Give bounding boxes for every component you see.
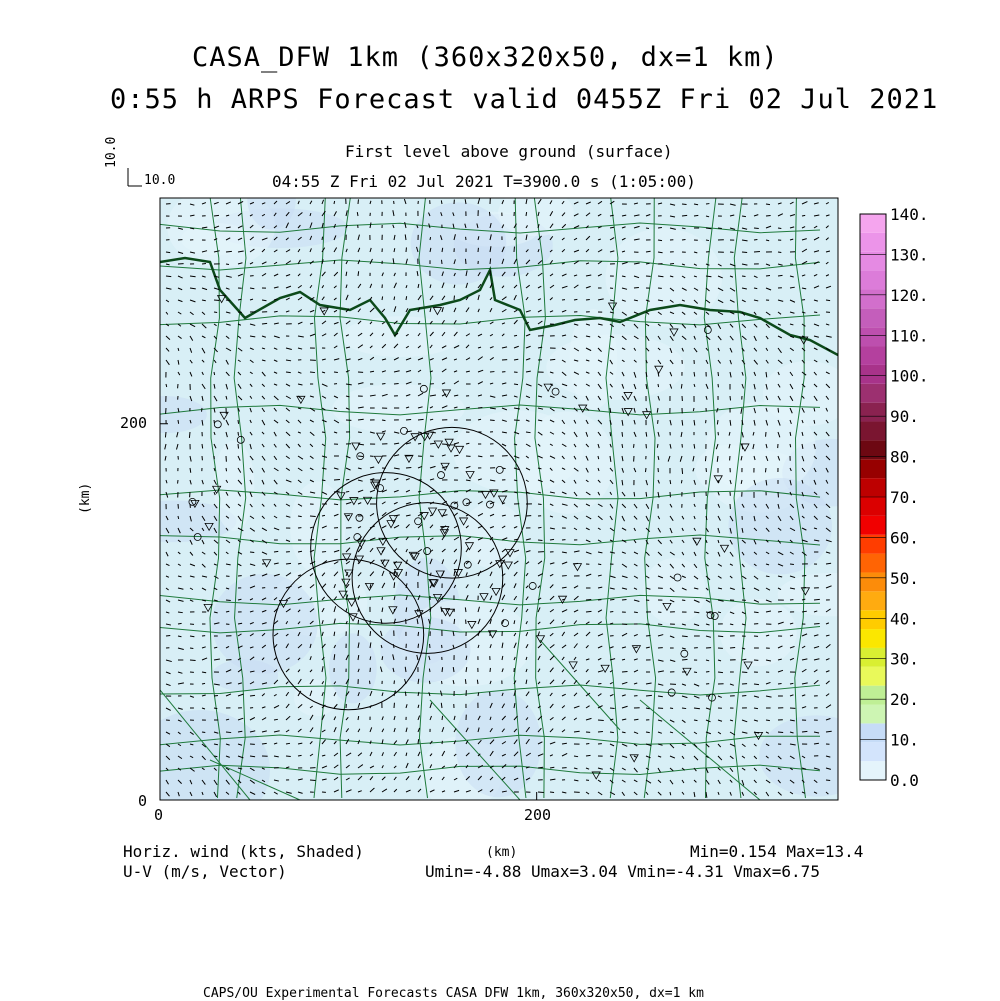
wind-vector [429,669,430,672]
wind-vector [742,695,746,696]
wind-vector [466,443,469,444]
colorbar-swatch [860,497,886,516]
wind-vector [369,681,370,684]
wind-vector [514,515,519,516]
wind-vector [490,420,495,421]
wind-vector [358,271,359,276]
wind-vector [586,755,591,756]
wind-vector [778,611,782,612]
colorbar-label: 140. [890,205,929,224]
wind-vector [394,297,395,300]
wind-vector [334,201,335,204]
wind-vector [262,323,267,324]
wind-vector [190,276,196,277]
wind-vector [802,215,805,216]
colorbar-swatch [860,705,886,724]
reference-vector-vertical-label: 10.0 [104,137,119,168]
colorbar-swatch [860,308,886,327]
colorbar-swatch [860,403,886,422]
reference-vector-icon [128,168,142,186]
wind-vector [274,719,278,720]
wind-vector [802,731,807,732]
wind-vector [334,504,338,505]
colorbar-swatch [860,761,886,780]
footer-left-line-1: Horiz. wind (kts, Shaded) [123,842,364,861]
wind-vector [357,212,358,216]
wind-vector [765,468,766,472]
wind-vector [322,515,325,516]
wind-vector [598,456,599,459]
wind-vector [730,396,731,400]
wind-vector [178,516,179,519]
wind-vector [634,287,639,288]
wind-vector [586,611,591,612]
wind-vector [189,432,190,438]
footer-uv-extremes: Umin=-4.88 Umax=3.04 Vmin=-4.31 Vmax=6.75 [425,862,820,881]
wind-vector [214,372,215,375]
y-tick-label-200: 200 [120,414,147,432]
wind-vector [429,681,430,684]
wind-vector [165,432,166,437]
colorbar-swatch [860,459,886,478]
wind-vector [250,288,254,289]
colorbar-label: 90. [890,407,919,426]
wind-vector [238,299,242,300]
colorbar-swatch [860,572,886,591]
wind-vector [226,251,232,252]
wind-vector [538,792,544,793]
wind-vector [358,716,359,720]
footer-credit: CAPS/OU Experimental Forecasts CASA DFW 1km, 360x320x50, dx=1 km [203,986,704,1001]
wind-vector [214,708,217,709]
colorbar-swatch [860,554,886,573]
shading-patch [706,402,816,495]
colorbar-label: 60. [890,528,919,547]
colorbar-label: 40. [890,609,919,628]
wind-vector [418,632,419,636]
wind-vector [358,630,359,636]
wind-vector [742,672,747,673]
wind-vector [226,468,227,471]
wind-vector [442,667,443,672]
wind-vector [370,631,371,636]
wind-vector [610,732,614,733]
colorbar-swatch [860,271,886,290]
wind-vector [657,444,658,448]
wind-vector [682,215,687,216]
wind-vector [514,335,517,336]
wind-vector [706,240,709,241]
wind-vector [382,383,385,384]
wind-vector [382,296,383,300]
wind-vector [346,491,349,492]
wind-vector [682,659,688,660]
wind-vector [441,260,442,264]
wind-vector [694,215,698,216]
wind-vector [418,644,419,648]
colorbar-swatch [860,346,886,365]
colorbar-swatch [860,648,886,667]
wind-vector [574,299,577,300]
y-tick-label-0: 0 [138,792,147,810]
wind-vector [790,683,793,684]
map-plot-area [112,167,885,830]
wind-vector [610,756,613,757]
wind-vector [465,259,466,264]
wind-vector [658,227,662,228]
wind-vector [202,300,206,301]
wind-vector [681,480,682,483]
wind-vector [226,732,231,733]
wind-vector [742,252,747,253]
wind-vector [742,216,746,217]
wind-vector [238,432,239,436]
colorbar-label: 130. [890,245,929,264]
wind-vector [310,516,316,517]
colorbar-swatch [860,667,886,686]
colorbar-label: 10. [890,731,919,750]
wind-vector [598,564,601,565]
wind-vector [166,384,167,387]
colorbar-swatch [860,214,886,233]
wind-vector [538,527,541,528]
wind-vector [454,619,455,624]
wind-vector [418,419,424,420]
wind-vector [718,672,723,673]
wind-vector [441,200,442,204]
wind-vector [658,240,662,241]
wind-vector [202,444,203,448]
wind-vector [238,444,239,449]
wind-vector [682,468,683,474]
wind-vector [586,743,589,744]
wind-vector [693,408,694,411]
wind-vector [442,248,443,252]
colorbar-label: 100. [890,367,929,386]
subtitle-time: 04:55 Z Fri 02 Jul 2021 T=3900.0 s (1:05:00) [272,172,696,191]
colorbar-swatch [860,289,886,308]
wind-vector [322,432,325,433]
wind-vector [346,479,349,480]
wind-vector [358,620,359,624]
wind-vector [646,732,650,733]
wind-vector [646,492,647,497]
wind-vector [742,588,745,589]
colorbar-label: 80. [890,448,919,467]
wind-vector [274,551,278,552]
colorbar-label: 20. [890,690,919,709]
wind-vector [718,612,721,613]
wind-vector [334,539,338,540]
wind-vector [574,756,578,757]
colorbar-swatch [860,686,886,705]
wind-vector [214,756,217,757]
wind-vector [645,468,646,472]
wind-vector [682,708,686,709]
wind-vector [682,600,685,601]
wind-vector [622,432,623,437]
colorbar-swatch [860,384,886,403]
wind-vector [166,252,170,253]
wind-vector [550,359,555,360]
wind-vector [670,708,673,709]
wind-vector [178,420,179,424]
wind-vector [754,239,757,240]
wind-vector [514,384,518,385]
wind-vector [322,237,323,240]
wind-vector [477,680,478,684]
footer-left-line-2: U-V (m/s, Vector) [123,862,287,881]
wind-vector [310,780,316,781]
wind-vector [441,703,442,708]
wind-vector [766,720,770,721]
wind-vector [778,275,783,276]
wind-vector [442,716,443,720]
wind-vector [694,720,697,721]
wind-vector [718,228,722,229]
wind-vector [465,679,466,684]
wind-vector [694,372,695,377]
wind-vector [238,420,239,424]
colorbar-swatch [860,742,886,761]
wind-vector [418,739,419,744]
wind-vector [610,599,614,600]
shading-patch [411,202,506,284]
y-axis-label: (km) [78,483,93,514]
wind-vector [405,692,406,696]
wind-vector [382,656,383,660]
wind-vector [778,408,779,413]
reference-vector-horizontal-label: 10.0 [144,173,175,188]
footer-min-max: Min=0.154 Max=13.4 [690,842,863,861]
wind-vector [202,263,206,264]
colorbar-label: 0.0 [890,771,919,790]
wind-vector [418,443,421,444]
colorbar-swatch [860,233,886,252]
wind-vector [766,275,770,276]
wind-vector [826,300,830,301]
wind-vector [754,708,758,709]
shading-patch [460,503,524,568]
wind-vector [238,731,242,732]
wind-vector [682,636,688,637]
wind-vector [286,756,291,757]
wind-vector [634,492,635,496]
wind-vector [658,624,662,625]
wind-vector [730,624,733,625]
wind-vector [406,296,407,300]
wind-vector [214,647,217,648]
wind-vector [202,683,205,684]
colorbar-label: 70. [890,488,919,507]
colorbar-swatch [860,327,886,346]
colorbar-label: 50. [890,569,919,588]
wind-vector [670,480,671,484]
title-line-2: 0:55 h ARPS Forecast valid 0455Z Fri 02 Jul 2021 [110,84,938,115]
wind-vector [766,204,770,205]
wind-vector [778,252,781,253]
wind-vector [622,444,623,448]
wind-vector [681,384,682,389]
wind-vector [418,432,422,433]
wind-vector [214,312,217,313]
wind-vector [814,599,820,600]
wind-vector [790,444,791,447]
wind-vector [814,312,817,313]
wind-vector [705,456,706,461]
wind-vector [394,582,395,588]
wind-vector [250,695,255,696]
wind-vector [717,420,718,424]
wind-vector [430,237,431,240]
subtitle-level: First level above ground (surface) [345,142,673,161]
shading-patch [130,710,270,830]
wind-vector [634,612,638,613]
x-tick-label-0: 0 [154,806,163,824]
colorbar-swatch [860,365,886,384]
wind-vector [286,563,291,564]
wind-vector [166,276,171,277]
wind-vector [754,288,757,289]
wind-vector [370,371,374,372]
wind-vector [802,575,806,576]
colorbar-swatch [860,422,886,441]
wind-vector [550,539,554,540]
colorbar-swatch [860,478,886,497]
shading-patch [123,396,207,433]
wind-vector [754,684,759,685]
wind-vector [274,311,278,312]
wind-vector [489,212,490,216]
colorbar-label: 30. [890,650,919,669]
wind-vector [466,480,470,481]
wind-vector [298,755,302,756]
wind-vector [286,743,290,744]
wind-vector [406,607,407,612]
wind-vector [286,372,291,373]
wind-vector [226,300,230,301]
wind-vector [406,467,411,468]
wind-vector [298,516,302,517]
wind-vector [730,647,735,648]
shading-patch [455,690,541,797]
x-tick-label-200: 200 [524,806,551,824]
wind-vector [226,600,231,601]
colorbar-label: 120. [890,286,929,305]
wind-vector [526,432,531,433]
wind-vector [766,576,769,577]
shading-patch [380,617,470,683]
shading-patch [247,167,296,229]
wind-vector [202,732,205,733]
wind-vector [406,419,411,420]
wind-vector [178,623,182,624]
colorbar-swatch [860,591,886,610]
wind-vector [646,695,652,696]
wind-vector [754,612,759,613]
wind-vector [465,607,466,612]
colorbar-label: 110. [890,326,929,345]
wind-vector [598,683,601,684]
wind-vector [262,743,267,744]
wind-vector [178,612,183,613]
title-line-1: CASA_DFW 1km (360x320x50, dx=1 km) [192,42,779,73]
wind-vector [646,228,649,229]
shading-patch [332,384,465,433]
wind-vector [382,420,385,421]
x-axis-label: (km) [486,845,517,860]
wind-vector [214,215,219,216]
wind-vector [778,732,783,733]
wind-vector [718,636,723,637]
wind-vector [490,258,491,264]
wind-vector [538,540,542,541]
wind-vector [766,215,771,216]
colorbar-swatch [860,629,886,648]
wind-vector [526,212,527,216]
colorbar-swatch [860,610,886,629]
wind-vector [658,384,659,387]
wind-vector [322,480,325,481]
wind-vector [694,672,697,673]
wind-vector [586,599,591,600]
shading-patch [294,680,338,717]
colorbar-swatch [860,516,886,535]
wind-vector [310,372,315,373]
wind-vector [610,432,611,436]
